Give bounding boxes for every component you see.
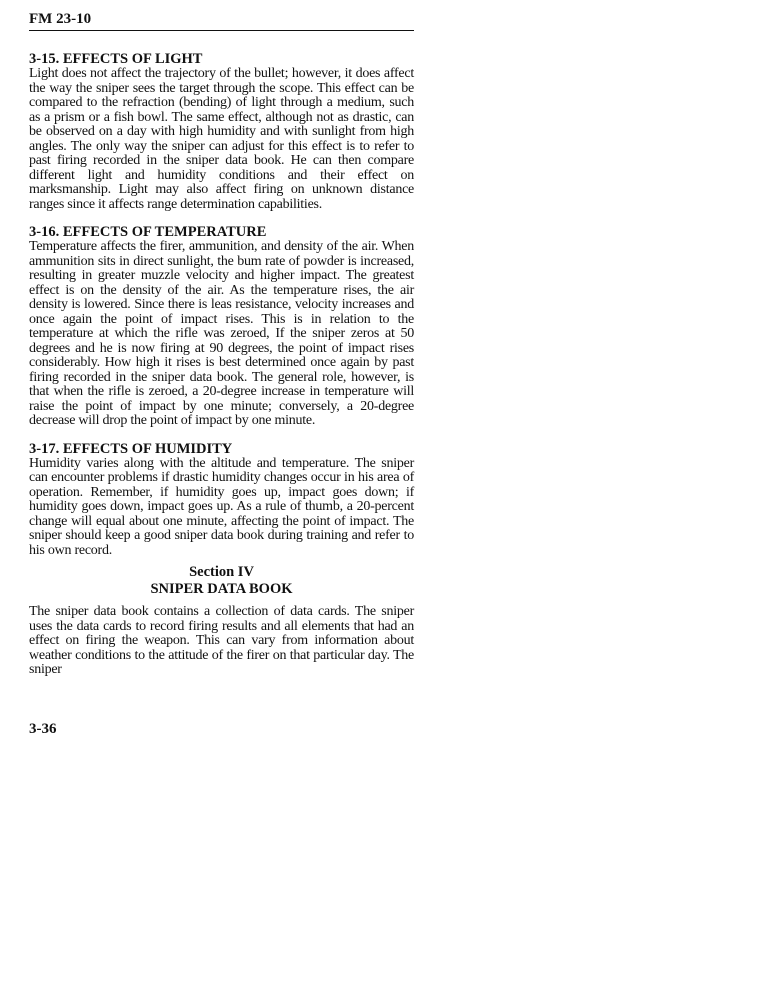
section-paragraph: Light does not affect the trajectory of the bullet; however, it does affect the way the sniper sees the target through the scope. This effect can be compared to the refraction (bending) of light through a medium, such as a prism or a fish bowl. The same effect, although not as drastic, can be observed on a day with high humidity and with sunlight from high angles. The only way the sniper can adjust for this effect is to refer to past firing recorded in the sniper data book. He can then compare different light and humidity conditions and their effect on marksmanship. Light may also affect firing on unknown distance ranges since it affects range determination capabilities. [29,66,414,212]
section-effects-of-light [29,51,414,212]
section-paragraph: Humidity varies along with the altitude and temperature. The sniper can encounter problems if drastic humidity changes occur in his area of operation. Remember, if humidity goes up, impact goes down; if humidity goes down, impact goes up. As a rule of thumb, a 20-percent change will equal about one minute, affecting the point of impact. The sniper should keep a good sniper data book during training and refer to his own record. [29,455,414,558]
part-heading [29,564,414,597]
section-title: 3-15. EFFECTS OF LIGHT [29,51,203,67]
manual-header: FM 23-10 [29,10,414,31]
part-label: Section IV [189,564,254,580]
part-title: SNIPER DATA BOOK [150,580,293,597]
section-title: 3-17. EFFECTS OF HUMIDITY [29,440,233,457]
section-effects-of-humidity [29,441,414,559]
part-paragraph: The sniper data book contains a collection of data cards. The sniper uses the data cards to record firing results and all elements that had an effect on firing the weapon. This can vary from information about weather conditions to the attitude of the firer on that particular day. The sniper [29,604,414,677]
document-page [29,10,414,678]
section-effects-of-temperature [29,224,414,429]
section-title: 3-16. EFFECTS OF TEMPERATURE [29,224,267,240]
section-paragraph: Temperature affects the firer, ammunition, and density of the air. When ammunition sits in direct sunlight, the bum rate of powder is increased, resulting in greater muzzle velocity and higher impact. The greatest effect is on the density of the air. As the temperature rises, the air density is lowered. Since there is leas resistance, velocity increases and once again the point of impact rises. This is in relation to the temperature at which the rifle was zeroed, If the sniper zeros at 50 degrees and he is now firing at 90 degrees, the point of impact rises considerably. How high it rises is best determined once again by past firing recorded in the sniper data book. The general role, however, is that when the rifle is zeroed, a 20-degree increase in temperature will raise the point of impact by one minute; conversely, a 20-degree decrease will drop the point of impact by one minute. [29,239,414,428]
page-number: 3-36 [29,721,57,737]
